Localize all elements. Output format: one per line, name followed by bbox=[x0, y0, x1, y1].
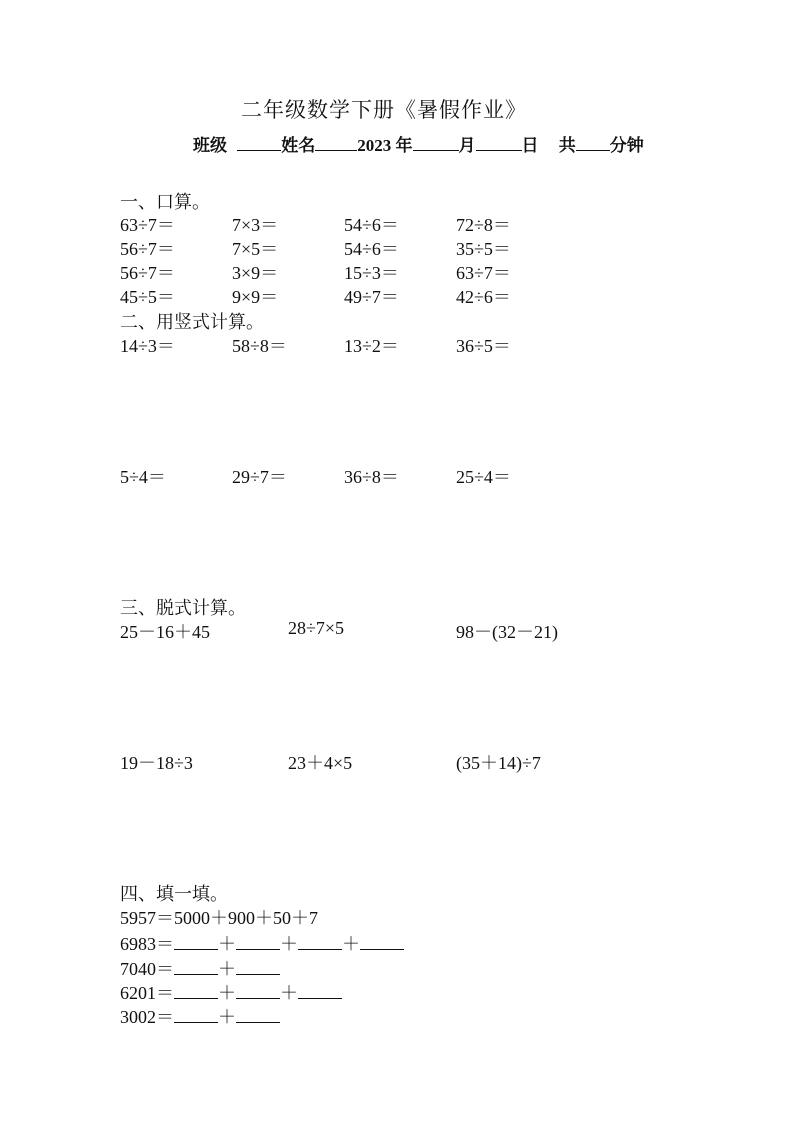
step-calculation-problem: 23＋4×5 bbox=[288, 753, 353, 773]
page-title: 二年级数学下册《暑假作业》 bbox=[241, 98, 527, 122]
vertical-division-problem: 29÷7＝ bbox=[232, 467, 287, 487]
total-label: 共 bbox=[558, 136, 576, 155]
mental-math-problem: 7×5＝ bbox=[232, 239, 279, 259]
vertical-division-problem: 13÷2＝ bbox=[344, 336, 399, 356]
fill-number: 7040＝ bbox=[120, 959, 174, 979]
mental-math-problem: 9×9＝ bbox=[232, 287, 279, 307]
step-calculation-problem: 28÷7×5 bbox=[288, 618, 345, 638]
month-label: 月 bbox=[458, 136, 476, 155]
fill-item bbox=[120, 955, 280, 981]
answer-blank[interactable] bbox=[236, 958, 280, 975]
plus-sign: ＋ bbox=[280, 934, 298, 954]
year-label: 2023 年 bbox=[357, 136, 413, 155]
answer-blank[interactable] bbox=[236, 933, 280, 950]
class-label: 班级 bbox=[193, 136, 227, 155]
fill-example: 5957＝5000＋900＋50＋7 bbox=[120, 908, 318, 928]
mental-math-problem: 54÷6＝ bbox=[344, 215, 399, 235]
mental-math-problem: 56÷7＝ bbox=[120, 263, 175, 283]
answer-blank[interactable] bbox=[298, 982, 342, 999]
answer-blank[interactable] bbox=[174, 958, 218, 975]
plus-sign: ＋ bbox=[218, 1007, 236, 1027]
vertical-division-problem: 36÷8＝ bbox=[344, 467, 399, 487]
mental-math-problem: 54÷6＝ bbox=[344, 239, 399, 259]
mental-math-problem: 63÷7＝ bbox=[456, 263, 511, 283]
class-blank[interactable] bbox=[237, 135, 281, 151]
plus-sign: ＋ bbox=[218, 934, 236, 954]
name-blank[interactable] bbox=[315, 135, 357, 151]
section2-heading: 二、用竖式计算。 bbox=[120, 312, 264, 332]
name-label: 姓名 bbox=[281, 136, 316, 155]
fill-item bbox=[120, 979, 342, 1005]
minutes-blank[interactable] bbox=[576, 135, 610, 151]
fill-number: 3002＝ bbox=[120, 1007, 174, 1027]
mental-math-problem: 63÷7＝ bbox=[120, 215, 175, 235]
plus-sign: ＋ bbox=[218, 983, 236, 1003]
mental-math-problem: 56÷7＝ bbox=[120, 239, 175, 259]
fill-number: 6201＝ bbox=[120, 983, 174, 1003]
answer-blank[interactable] bbox=[360, 933, 404, 950]
plus-sign: ＋ bbox=[342, 934, 360, 954]
mental-math-problem: 3×9＝ bbox=[232, 263, 279, 283]
answer-blank[interactable] bbox=[174, 1006, 218, 1023]
answer-blank[interactable] bbox=[298, 933, 342, 950]
month-blank[interactable] bbox=[413, 135, 459, 151]
step-calculation-problem: 19－18÷3 bbox=[120, 753, 193, 773]
vertical-division-problem: 58÷8＝ bbox=[232, 336, 287, 356]
section4-heading: 四、填一填。 bbox=[120, 884, 228, 904]
answer-blank[interactable] bbox=[174, 982, 218, 999]
answer-blank[interactable] bbox=[174, 933, 218, 950]
vertical-division-problem: 36÷5＝ bbox=[456, 336, 511, 356]
student-info-line bbox=[193, 131, 644, 156]
vertical-division-problem: 5÷4＝ bbox=[120, 467, 166, 487]
mental-math-problem: 72÷8＝ bbox=[456, 215, 511, 235]
answer-blank[interactable] bbox=[236, 982, 280, 999]
step-calculation-problem: 25－16＋45 bbox=[120, 622, 210, 642]
answer-blank[interactable] bbox=[236, 1006, 280, 1023]
step-calculation-problem: (35＋14)÷7 bbox=[456, 753, 541, 773]
mental-math-problem: 15÷3＝ bbox=[344, 263, 399, 283]
day-label: 日 bbox=[521, 136, 539, 155]
section1-heading: 一、口算。 bbox=[120, 192, 210, 212]
day-blank[interactable] bbox=[476, 135, 522, 151]
section3-heading: 三、脱式计算。 bbox=[120, 598, 246, 618]
step-calculation-problem: 98－(32－21) bbox=[456, 622, 558, 642]
fill-number: 6983＝ bbox=[120, 934, 174, 954]
vertical-division-problem: 14÷3＝ bbox=[120, 336, 175, 356]
plus-sign: ＋ bbox=[280, 983, 298, 1003]
mental-math-problem: 45÷5＝ bbox=[120, 287, 175, 307]
fill-item bbox=[120, 1003, 280, 1029]
mental-math-problem: 42÷6＝ bbox=[456, 287, 511, 307]
plus-sign: ＋ bbox=[218, 959, 236, 979]
mental-math-problem: 35÷5＝ bbox=[456, 239, 511, 259]
fill-item bbox=[120, 930, 404, 956]
minutes-label: 分钟 bbox=[609, 136, 644, 155]
mental-math-problem: 7×3＝ bbox=[232, 215, 279, 235]
vertical-division-problem: 25÷4＝ bbox=[456, 467, 511, 487]
mental-math-problem: 49÷7＝ bbox=[344, 287, 399, 307]
